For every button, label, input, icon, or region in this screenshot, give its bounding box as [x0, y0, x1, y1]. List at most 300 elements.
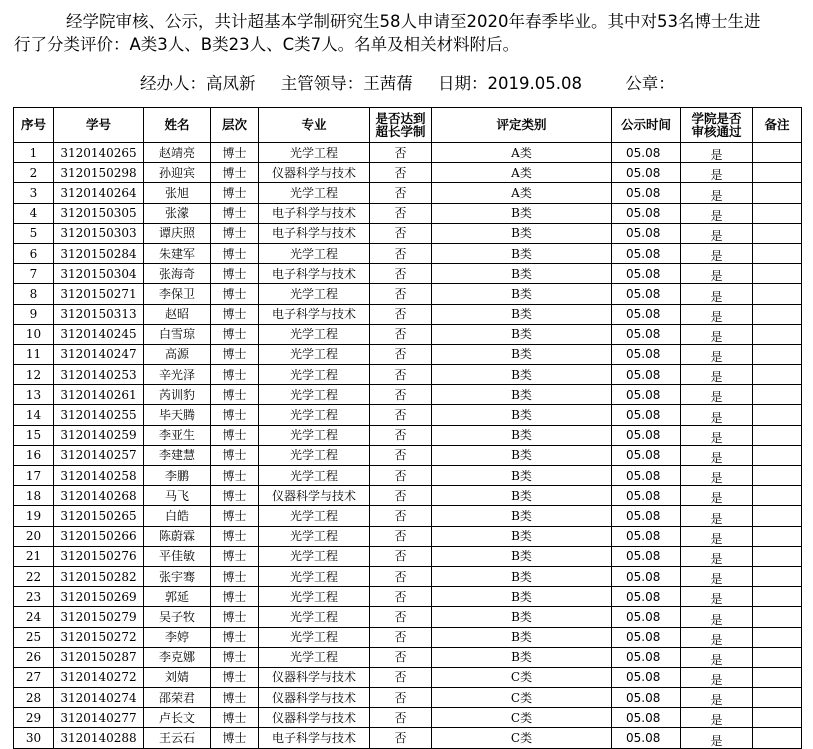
- cell-overdue: 否: [370, 627, 432, 647]
- table-row: [14, 728, 802, 748]
- cell-approved: 是: [681, 445, 753, 465]
- cell-publicity-time: 05.08: [612, 486, 681, 506]
- cell-notes: [753, 425, 802, 445]
- cell-category: B类: [432, 243, 612, 263]
- cell-category: B类: [432, 587, 612, 607]
- cell-level: 博士: [211, 587, 259, 607]
- cell-notes: [753, 344, 802, 364]
- date-label: 日期：2019.05.08: [438, 74, 582, 93]
- cell-notes: [753, 203, 802, 223]
- cell-publicity-time: 05.08: [612, 728, 681, 748]
- cell-name: 李鹏: [144, 466, 211, 486]
- handler-label: 经办人：高凤新: [140, 74, 256, 93]
- cell-overdue: 否: [370, 647, 432, 667]
- cell-major: 光学工程: [259, 365, 370, 385]
- cell-name: 孙迎宾: [144, 163, 211, 183]
- table-row: [14, 506, 802, 526]
- cell-level: 博士: [211, 425, 259, 445]
- cell-approved: 是: [681, 466, 753, 486]
- cell-approved: 是: [681, 425, 753, 445]
- cell-student-id: 3120150269: [54, 587, 144, 607]
- cell-notes: [753, 243, 802, 263]
- cell-level: 博士: [211, 344, 259, 364]
- table-row: [14, 304, 802, 324]
- cell-notes: [753, 627, 802, 647]
- cell-index: 13: [14, 385, 54, 405]
- cell-level: 博士: [211, 264, 259, 284]
- cell-major: 光学工程: [259, 627, 370, 647]
- cell-category: B类: [432, 223, 612, 243]
- intro-line-2: 行了分类评价：A类3人、B类23人、C类7人。名单及相关材料附后。: [14, 35, 520, 54]
- cell-student-id: 3120150279: [54, 607, 144, 627]
- cell-student-id: 3120140268: [54, 486, 144, 506]
- cell-major: 光学工程: [259, 183, 370, 203]
- table-row: [14, 486, 802, 506]
- cell-index: 1: [14, 143, 54, 163]
- cell-category: B类: [432, 566, 612, 586]
- student-evaluation-table: [13, 107, 802, 749]
- table-row: [14, 163, 802, 183]
- cell-overdue: 否: [370, 445, 432, 465]
- cell-name: 张濛: [144, 203, 211, 223]
- cell-student-id: 3120150276: [54, 546, 144, 566]
- cell-index: 10: [14, 324, 54, 344]
- cell-approved: 是: [681, 526, 753, 546]
- cell-student-id: 3120150298: [54, 163, 144, 183]
- cell-notes: [753, 546, 802, 566]
- cell-approved: 是: [681, 506, 753, 526]
- cell-notes: [753, 667, 802, 687]
- table-row: [14, 708, 802, 728]
- cell-approved: 是: [681, 223, 753, 243]
- cell-notes: [753, 688, 802, 708]
- cell-overdue: 否: [370, 223, 432, 243]
- table-row: [14, 526, 802, 546]
- cell-level: 博士: [211, 688, 259, 708]
- cell-index: 5: [14, 223, 54, 243]
- cell-overdue: 否: [370, 566, 432, 586]
- cell-overdue: 否: [370, 425, 432, 445]
- cell-publicity-time: 05.08: [612, 667, 681, 687]
- cell-overdue: 否: [370, 546, 432, 566]
- cell-category: B类: [432, 203, 612, 223]
- table-row: [14, 203, 802, 223]
- cell-student-id: 3120140265: [54, 143, 144, 163]
- table-row: [14, 143, 802, 163]
- cell-publicity-time: 05.08: [612, 344, 681, 364]
- cell-index: 4: [14, 203, 54, 223]
- table-header-row: [14, 108, 802, 143]
- cell-category: C类: [432, 667, 612, 687]
- cell-student-id: 3120150305: [54, 203, 144, 223]
- cell-approved: 是: [681, 365, 753, 385]
- header-level: 层次: [211, 108, 259, 143]
- cell-approved: 是: [681, 728, 753, 748]
- header-index: 序号: [14, 108, 54, 143]
- header-notes: 备注: [753, 108, 802, 143]
- table-row: [14, 264, 802, 284]
- cell-student-id: 3120150271: [54, 284, 144, 304]
- cell-level: 博士: [211, 627, 259, 647]
- table-row: [14, 284, 802, 304]
- cell-category: B类: [432, 486, 612, 506]
- cell-student-id: 3120140255: [54, 405, 144, 425]
- table-row: [14, 385, 802, 405]
- cell-major: 仪器科学与技术: [259, 667, 370, 687]
- cell-category: C类: [432, 708, 612, 728]
- cell-level: 博士: [211, 183, 259, 203]
- cell-category: B类: [432, 445, 612, 465]
- cell-notes: [753, 486, 802, 506]
- cell-name: 辛光泽: [144, 365, 211, 385]
- cell-notes: [753, 365, 802, 385]
- header-overdue: [370, 108, 432, 143]
- cell-category: B类: [432, 304, 612, 324]
- table-row: [14, 627, 802, 647]
- cell-approved: 是: [681, 385, 753, 405]
- cell-publicity-time: 05.08: [612, 223, 681, 243]
- cell-level: 博士: [211, 223, 259, 243]
- table-row: [14, 344, 802, 364]
- cell-publicity-time: 05.08: [612, 688, 681, 708]
- cell-level: 博士: [211, 486, 259, 506]
- cell-level: 博士: [211, 304, 259, 324]
- cell-approved: 是: [681, 546, 753, 566]
- cell-category: B类: [432, 264, 612, 284]
- cell-publicity-time: 05.08: [612, 163, 681, 183]
- cell-overdue: 否: [370, 365, 432, 385]
- cell-index: 26: [14, 647, 54, 667]
- cell-publicity-time: 05.08: [612, 425, 681, 445]
- cell-category: B类: [432, 365, 612, 385]
- cell-approved: 是: [681, 243, 753, 263]
- cell-approved: 是: [681, 324, 753, 344]
- cell-notes: [753, 526, 802, 546]
- cell-student-id: 3120150303: [54, 223, 144, 243]
- cell-name: 邵荣君: [144, 688, 211, 708]
- table-row: [14, 365, 802, 385]
- cell-level: 博士: [211, 667, 259, 687]
- cell-student-id: 3120150266: [54, 526, 144, 546]
- cell-category: B类: [432, 627, 612, 647]
- cell-major: 光学工程: [259, 284, 370, 304]
- cell-major: 光学工程: [259, 445, 370, 465]
- cell-notes: [753, 264, 802, 284]
- cell-level: 博士: [211, 445, 259, 465]
- cell-major: 光学工程: [259, 425, 370, 445]
- cell-category: C类: [432, 688, 612, 708]
- cell-overdue: 否: [370, 284, 432, 304]
- cell-name: 谭庆照: [144, 223, 211, 243]
- cell-level: 博士: [211, 728, 259, 748]
- cell-notes: [753, 163, 802, 183]
- cell-notes: [753, 607, 802, 627]
- cell-level: 博士: [211, 647, 259, 667]
- cell-category: B类: [432, 526, 612, 546]
- cell-overdue: 否: [370, 304, 432, 324]
- cell-notes: [753, 445, 802, 465]
- cell-student-id: 3120150272: [54, 627, 144, 647]
- cell-major: 光学工程: [259, 143, 370, 163]
- cell-name: 张旭: [144, 183, 211, 203]
- cell-name: 李保卫: [144, 284, 211, 304]
- header-overdue-line1: 是否达到: [375, 111, 426, 126]
- cell-category: B类: [432, 607, 612, 627]
- cell-publicity-time: 05.08: [612, 627, 681, 647]
- table-row: [14, 587, 802, 607]
- cell-name: 白雪琼: [144, 324, 211, 344]
- cell-overdue: 否: [370, 607, 432, 627]
- cell-student-id: 3120150284: [54, 243, 144, 263]
- header-name: 姓名: [144, 108, 211, 143]
- cell-index: 16: [14, 445, 54, 465]
- cell-notes: [753, 728, 802, 748]
- cell-student-id: 3120140274: [54, 688, 144, 708]
- cell-notes: [753, 385, 802, 405]
- cell-name: 李克娜: [144, 647, 211, 667]
- cell-overdue: 否: [370, 708, 432, 728]
- cell-notes: [753, 284, 802, 304]
- cell-level: 博士: [211, 243, 259, 263]
- header-overdue-line2: 超长学制: [375, 124, 426, 139]
- cell-publicity-time: 05.08: [612, 647, 681, 667]
- cell-level: 博士: [211, 203, 259, 223]
- cell-level: 博士: [211, 163, 259, 183]
- cell-name: 张宇骞: [144, 566, 211, 586]
- cell-publicity-time: 05.08: [612, 365, 681, 385]
- cell-level: 博士: [211, 466, 259, 486]
- cell-overdue: 否: [370, 243, 432, 263]
- leader-label: 主管领导：王茜蒨: [280, 74, 413, 93]
- cell-index: 28: [14, 688, 54, 708]
- cell-major: 光学工程: [259, 385, 370, 405]
- cell-approved: 是: [681, 587, 753, 607]
- seal-label: 公章：: [625, 74, 675, 93]
- cell-index: 24: [14, 607, 54, 627]
- cell-notes: [753, 183, 802, 203]
- cell-notes: [753, 566, 802, 586]
- table-row: [14, 546, 802, 566]
- cell-category: B类: [432, 405, 612, 425]
- table-row: [14, 667, 802, 687]
- cell-approved: 是: [681, 284, 753, 304]
- cell-approved: 是: [681, 708, 753, 728]
- cell-overdue: 否: [370, 728, 432, 748]
- cell-major: 光学工程: [259, 647, 370, 667]
- cell-publicity-time: 05.08: [612, 304, 681, 324]
- cell-overdue: 否: [370, 264, 432, 284]
- cell-student-id: 3120150304: [54, 264, 144, 284]
- cell-overdue: 否: [370, 324, 432, 344]
- cell-approved: 是: [681, 264, 753, 284]
- cell-name: 李亚生: [144, 425, 211, 445]
- cell-major: 光学工程: [259, 466, 370, 486]
- cell-student-id: 3120140259: [54, 425, 144, 445]
- cell-major: 光学工程: [259, 546, 370, 566]
- table-row: [14, 607, 802, 627]
- cell-publicity-time: 05.08: [612, 546, 681, 566]
- cell-overdue: 否: [370, 405, 432, 425]
- cell-overdue: 否: [370, 688, 432, 708]
- cell-index: 3: [14, 183, 54, 203]
- cell-level: 博士: [211, 324, 259, 344]
- cell-major: 光学工程: [259, 324, 370, 344]
- cell-approved: 是: [681, 627, 753, 647]
- cell-level: 博士: [211, 405, 259, 425]
- cell-overdue: 否: [370, 143, 432, 163]
- cell-major: 仪器科学与技术: [259, 163, 370, 183]
- cell-notes: [753, 708, 802, 728]
- cell-publicity-time: 05.08: [612, 243, 681, 263]
- cell-overdue: 否: [370, 203, 432, 223]
- cell-approved: 是: [681, 183, 753, 203]
- header-approved-line1: 学院是否: [691, 111, 742, 126]
- cell-index: 27: [14, 667, 54, 687]
- table-row: [14, 647, 802, 667]
- cell-index: 18: [14, 486, 54, 506]
- cell-major: 光学工程: [259, 506, 370, 526]
- cell-name: 刘婧: [144, 667, 211, 687]
- cell-level: 博士: [211, 143, 259, 163]
- cell-index: 21: [14, 546, 54, 566]
- table-row: [14, 183, 802, 203]
- cell-index: 29: [14, 708, 54, 728]
- cell-name: 卢长文: [144, 708, 211, 728]
- cell-name: 陈蔚霖: [144, 526, 211, 546]
- cell-index: 23: [14, 587, 54, 607]
- cell-publicity-time: 05.08: [612, 143, 681, 163]
- table-row: [14, 425, 802, 445]
- cell-name: 张海奇: [144, 264, 211, 284]
- cell-major: 电子科学与技术: [259, 223, 370, 243]
- table-row: [14, 223, 802, 243]
- cell-student-id: 3120150313: [54, 304, 144, 324]
- cell-index: 22: [14, 566, 54, 586]
- cell-category: B类: [432, 385, 612, 405]
- table-row: [14, 688, 802, 708]
- cell-student-id: 3120140264: [54, 183, 144, 203]
- cell-notes: [753, 304, 802, 324]
- cell-notes: [753, 324, 802, 344]
- cell-publicity-time: 05.08: [612, 183, 681, 203]
- cell-name: 赵靖亮: [144, 143, 211, 163]
- cell-student-id: 3120140272: [54, 667, 144, 687]
- cell-level: 博士: [211, 526, 259, 546]
- cell-category: C类: [432, 728, 612, 748]
- header-approved: [681, 108, 753, 143]
- cell-publicity-time: 05.08: [612, 526, 681, 546]
- cell-name: 芮训豹: [144, 385, 211, 405]
- cell-approved: 是: [681, 163, 753, 183]
- cell-level: 博士: [211, 708, 259, 728]
- cell-category: A类: [432, 143, 612, 163]
- cell-notes: [753, 506, 802, 526]
- cell-notes: [753, 143, 802, 163]
- cell-student-id: 3120150287: [54, 647, 144, 667]
- cell-major: 仪器科学与技术: [259, 688, 370, 708]
- cell-approved: 是: [681, 667, 753, 687]
- cell-publicity-time: 05.08: [612, 587, 681, 607]
- cell-publicity-time: 05.08: [612, 708, 681, 728]
- cell-index: 17: [14, 466, 54, 486]
- cell-index: 14: [14, 405, 54, 425]
- cell-student-id: 3120140258: [54, 466, 144, 486]
- cell-name: 郭延: [144, 587, 211, 607]
- cell-approved: 是: [681, 304, 753, 324]
- intro-paragraph: [14, 10, 800, 56]
- cell-approved: 是: [681, 647, 753, 667]
- cell-approved: 是: [681, 344, 753, 364]
- cell-level: 博士: [211, 566, 259, 586]
- cell-overdue: 否: [370, 466, 432, 486]
- cell-major: 光学工程: [259, 405, 370, 425]
- cell-name: 毕天腾: [144, 405, 211, 425]
- cell-notes: [753, 647, 802, 667]
- cell-category: B类: [432, 324, 612, 344]
- cell-approved: 是: [681, 566, 753, 586]
- cell-student-id: 3120140277: [54, 708, 144, 728]
- cell-student-id: 3120140245: [54, 324, 144, 344]
- cell-index: 15: [14, 425, 54, 445]
- cell-approved: 是: [681, 405, 753, 425]
- cell-major: 光学工程: [259, 344, 370, 364]
- cell-name: 白皓: [144, 506, 211, 526]
- header-major: 专业: [259, 108, 370, 143]
- cell-major: 仪器科学与技术: [259, 486, 370, 506]
- cell-major: 仪器科学与技术: [259, 708, 370, 728]
- header-approved-line2: 审核通过: [691, 124, 742, 139]
- cell-category: B类: [432, 647, 612, 667]
- cell-category: B类: [432, 284, 612, 304]
- cell-index: 7: [14, 264, 54, 284]
- cell-publicity-time: 05.08: [612, 445, 681, 465]
- cell-major: 光学工程: [259, 587, 370, 607]
- cell-level: 博士: [211, 546, 259, 566]
- cell-notes: [753, 587, 802, 607]
- cell-notes: [753, 405, 802, 425]
- cell-level: 博士: [211, 284, 259, 304]
- intro-line-1: 经学院审核、公示，共计超基本学制研究生58人申请至2020年春季毕业。其中对53名博士生进: [66, 12, 761, 31]
- cell-publicity-time: 05.08: [612, 566, 681, 586]
- cell-student-id: 3120150265: [54, 506, 144, 526]
- cell-major: 光学工程: [259, 526, 370, 546]
- table-body: [14, 143, 802, 749]
- cell-notes: [753, 223, 802, 243]
- header-publicity-time: 公示时间: [612, 108, 681, 143]
- cell-index: 12: [14, 365, 54, 385]
- cell-publicity-time: 05.08: [612, 405, 681, 425]
- cell-student-id: 3120150282: [54, 566, 144, 586]
- cell-index: 8: [14, 284, 54, 304]
- cell-name: 平佳敏: [144, 546, 211, 566]
- cell-category: A类: [432, 183, 612, 203]
- cell-approved: 是: [681, 486, 753, 506]
- cell-overdue: 否: [370, 486, 432, 506]
- header-student-id: 学号: [54, 108, 144, 143]
- cell-approved: 是: [681, 143, 753, 163]
- cell-index: 19: [14, 506, 54, 526]
- cell-publicity-time: 05.08: [612, 264, 681, 284]
- cell-index: 6: [14, 243, 54, 263]
- table-row: [14, 466, 802, 486]
- cell-major: 电子科学与技术: [259, 304, 370, 324]
- cell-name: 赵昭: [144, 304, 211, 324]
- cell-category: B类: [432, 546, 612, 566]
- cell-level: 博士: [211, 365, 259, 385]
- cell-index: 11: [14, 344, 54, 364]
- cell-student-id: 3120140247: [54, 344, 144, 364]
- cell-publicity-time: 05.08: [612, 324, 681, 344]
